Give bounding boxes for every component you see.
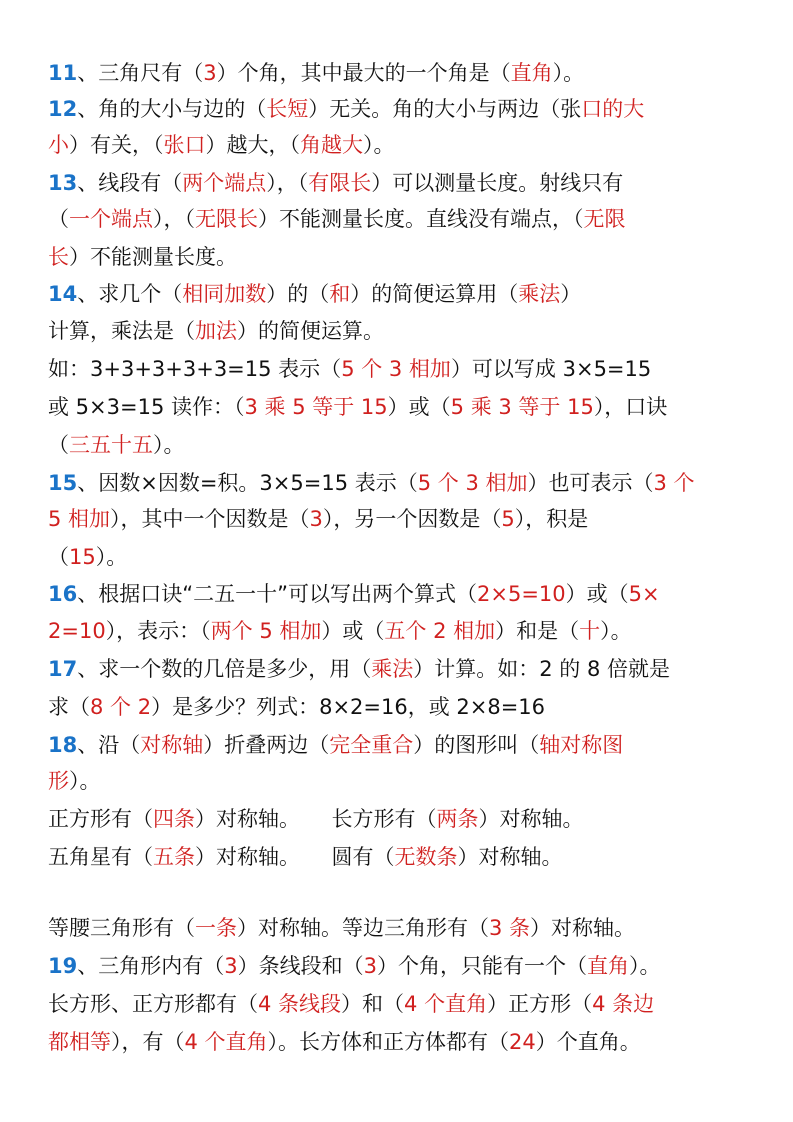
item-number: 18 [48, 733, 78, 757]
body-text: ）的图形叫（ [413, 733, 540, 757]
body-text: ）计算。如：2 的 8 倍就是 [413, 657, 670, 681]
body-text: ）或（ [387, 395, 451, 419]
text-line [48, 501, 588, 537]
answer-text: 有限长 [308, 171, 372, 195]
body-text: 、求一个数的几倍是多少，用（ [77, 657, 372, 681]
body-text: 计算，乘法是（ [48, 319, 195, 343]
body-text: 、线段有（ [77, 171, 183, 195]
body-text: ）对称轴。 [478, 807, 584, 831]
text-line [48, 313, 384, 349]
answer-text: 直角 [586, 954, 629, 978]
text-line [48, 427, 185, 463]
body-text: ）的简便运算。 [237, 319, 384, 343]
answer-text: 一个端点 [69, 207, 153, 231]
text-line [48, 727, 623, 763]
body-text: ）。 [153, 433, 185, 457]
answer-text: 3 [224, 954, 238, 978]
body-text: ） [560, 282, 582, 306]
answer-text: 5 [501, 507, 515, 531]
answer-text: 8 个 2 [90, 695, 152, 719]
answer-text: 小 [48, 133, 69, 157]
item-number: 13 [48, 171, 78, 195]
answer-text: 5 个 3 相加 [341, 357, 451, 381]
body-text: ）越大，（ [205, 133, 300, 157]
body-text: ）折叠两边（ [203, 733, 330, 757]
body-text: 、因数×因数=积。3×5=15 表示（ [77, 471, 418, 495]
body-text: ）也可表示（ [527, 471, 654, 495]
answer-text: 一条 [195, 916, 237, 940]
body-text: ）。 [552, 61, 585, 85]
answer-text: 轴对称图 [539, 733, 624, 757]
answer-text: 五个 2 相加 [384, 619, 496, 643]
body-text: 、角的大小与边的（ [77, 97, 267, 121]
answer-text: 完全重合 [329, 733, 414, 757]
body-text: ）不能测量长度。直线没有端点，（ [258, 207, 584, 231]
text-line [48, 986, 654, 1022]
body-text: ）无关。角的大小与两边（张 [308, 97, 582, 121]
body-text: 、三角尺有（ [77, 61, 204, 85]
text-line [48, 539, 127, 575]
item-number: 12 [48, 97, 78, 121]
body-text: ）和（ [341, 992, 405, 1016]
answer-text: 3 乘 5 等于 15 [244, 395, 388, 419]
body-text: 求（ [48, 695, 90, 719]
body-text: ）。 [363, 133, 395, 157]
answer-text: 十 [579, 619, 601, 643]
text-line [48, 689, 545, 725]
body-text: ），有（ [111, 1030, 185, 1054]
answer-text: 无限长 [195, 207, 258, 231]
body-text: 长方形、正方形都有（ [48, 992, 258, 1016]
body-text: 、求几个（ [77, 282, 183, 306]
body-text: ）对称轴。等边三角形有（ [237, 916, 489, 940]
answer-text: 角越大 [300, 133, 363, 157]
answer-text: 5 相加 [48, 507, 111, 531]
answer-text: 加法 [195, 319, 237, 343]
item-number: 15 [48, 471, 78, 495]
answer-text: 都相等 [48, 1030, 111, 1054]
answer-text: 对称轴 [140, 733, 204, 757]
body-text: ）。 [600, 619, 632, 643]
answer-text: 3 条 [489, 916, 531, 940]
answer-text: 形 [48, 769, 69, 793]
body-text: 正方形有（ [48, 807, 153, 831]
answer-text: 3 个 [653, 471, 695, 495]
answer-text: 乘法 [518, 282, 561, 306]
body-text: ）正方形（ [487, 992, 593, 1016]
body-text: ）可以测量长度。射线只有 [371, 171, 624, 195]
text-line [48, 801, 584, 837]
text-line [48, 576, 660, 612]
body-text: ）对称轴。 长方形有（ [195, 807, 437, 831]
text-line [48, 276, 581, 312]
body-text: ）或（ [565, 582, 629, 606]
item-number: 14 [48, 282, 78, 306]
text-line [48, 127, 395, 163]
body-text: ），（ [266, 171, 309, 195]
body-text: ）对称轴。 圆有（ [195, 845, 395, 869]
body-text: 或 5×3=15 读作：（ [48, 395, 245, 419]
text-line [48, 839, 563, 875]
answer-text: 3 [363, 954, 377, 978]
text-line [48, 910, 635, 946]
body-text: （ [48, 433, 69, 457]
item-number: 17 [48, 657, 78, 681]
answer-text: 四条 [153, 807, 195, 831]
item-number: 11 [48, 61, 78, 85]
answer-text: 5× [628, 582, 660, 606]
answer-text: 4 条线段 [258, 992, 342, 1016]
answer-text: 两条 [436, 807, 479, 831]
answer-text: 三五十五 [69, 433, 153, 457]
body-text: ），另一个因数是（ [322, 507, 502, 531]
body-text: ），（ [153, 207, 195, 231]
text-line [48, 763, 101, 799]
answer-text: 3 [309, 507, 323, 531]
text-line [48, 239, 237, 275]
text-line [48, 1024, 641, 1060]
body-text: ），积是 [514, 507, 589, 531]
answer-text: 乘法 [371, 657, 414, 681]
answer-text: 4 个直角 [404, 992, 488, 1016]
text-line [48, 91, 644, 127]
answer-text: 直角 [510, 61, 553, 85]
item-number: 16 [48, 582, 78, 606]
answer-text: 口的大 [581, 97, 645, 121]
answer-text: 5 个 3 相加 [417, 471, 528, 495]
body-text: ），表示：（ [105, 619, 211, 643]
body-text: ）。 [628, 954, 661, 978]
body-text: 如：3+3+3+3+3=15 表示（ [48, 357, 342, 381]
text-line [48, 651, 670, 687]
text-line [48, 351, 651, 387]
body-text: ）条线段和（ [237, 954, 364, 978]
text-line [48, 465, 695, 501]
text-line [48, 201, 626, 237]
answer-text: 无数条 [394, 845, 458, 869]
body-text: ）对称轴。 [530, 916, 636, 940]
body-text: ）。 [69, 769, 101, 793]
answer-text: 4 条边 [592, 992, 655, 1016]
body-text: （ [48, 207, 69, 231]
body-text: 等腰三角形有（ [48, 916, 195, 940]
body-text: ）或（ [321, 619, 385, 643]
text-line [48, 55, 584, 91]
body-text: ），其中一个因数是（ [110, 507, 310, 531]
body-text: ）个直角。 [535, 1030, 641, 1054]
body-text: ）个角，只能有一个（ [376, 954, 587, 978]
answer-text: 4 个直角 [184, 1030, 268, 1054]
answer-text: 24 [509, 1030, 536, 1054]
item-number: 19 [48, 954, 78, 978]
answer-text: 5 乘 3 等于 15 [450, 395, 594, 419]
answer-text: 3 [203, 61, 217, 85]
body-text: ）个角，其中最大的一个角是（ [216, 61, 511, 85]
body-text: ）是多少？列式：8×2=16，或 2×8=16 [151, 695, 546, 719]
body-text: ）的（ [266, 282, 330, 306]
body-text: 、三角形内有（ [77, 954, 225, 978]
answer-text: 2=10 [48, 619, 106, 643]
body-text: ）对称轴。 [457, 845, 563, 869]
answer-text: 两个端点 [182, 171, 267, 195]
answer-text: 长短 [266, 97, 309, 121]
answer-text: 五条 [153, 845, 195, 869]
answer-text: 长 [48, 245, 69, 269]
answer-text: 和 [329, 282, 351, 306]
answer-text: 无限 [583, 207, 626, 231]
body-text: ）不能测量长度。 [69, 245, 237, 269]
body-text: ）有关，（ [69, 133, 164, 157]
text-line [48, 613, 632, 649]
text-line [48, 948, 660, 984]
answer-text: 相同加数 [182, 282, 267, 306]
answer-text: 两个 5 相加 [210, 619, 322, 643]
answer-text: 15 [69, 545, 96, 569]
body-text: ）的简便运算用（ [350, 282, 519, 306]
body-text: ）。长方体和正方体都有（ [267, 1030, 510, 1054]
answer-text: 张口 [163, 133, 206, 157]
body-text: ）。 [95, 545, 128, 569]
answer-text: 2×5=10 [477, 582, 566, 606]
body-text: 五角星有（ [48, 845, 153, 869]
body-text: ），口诀 [593, 395, 668, 419]
body-text: ）可以写成 3×5=15 [450, 357, 652, 381]
body-text: 、根据口诀“二五一十”可以写出两个算式（ [77, 582, 477, 606]
text-line [48, 165, 623, 201]
body-text: ）和是（ [495, 619, 580, 643]
body-text: 、沿（ [77, 733, 141, 757]
text-line [48, 389, 667, 425]
body-text: （ [48, 545, 69, 569]
